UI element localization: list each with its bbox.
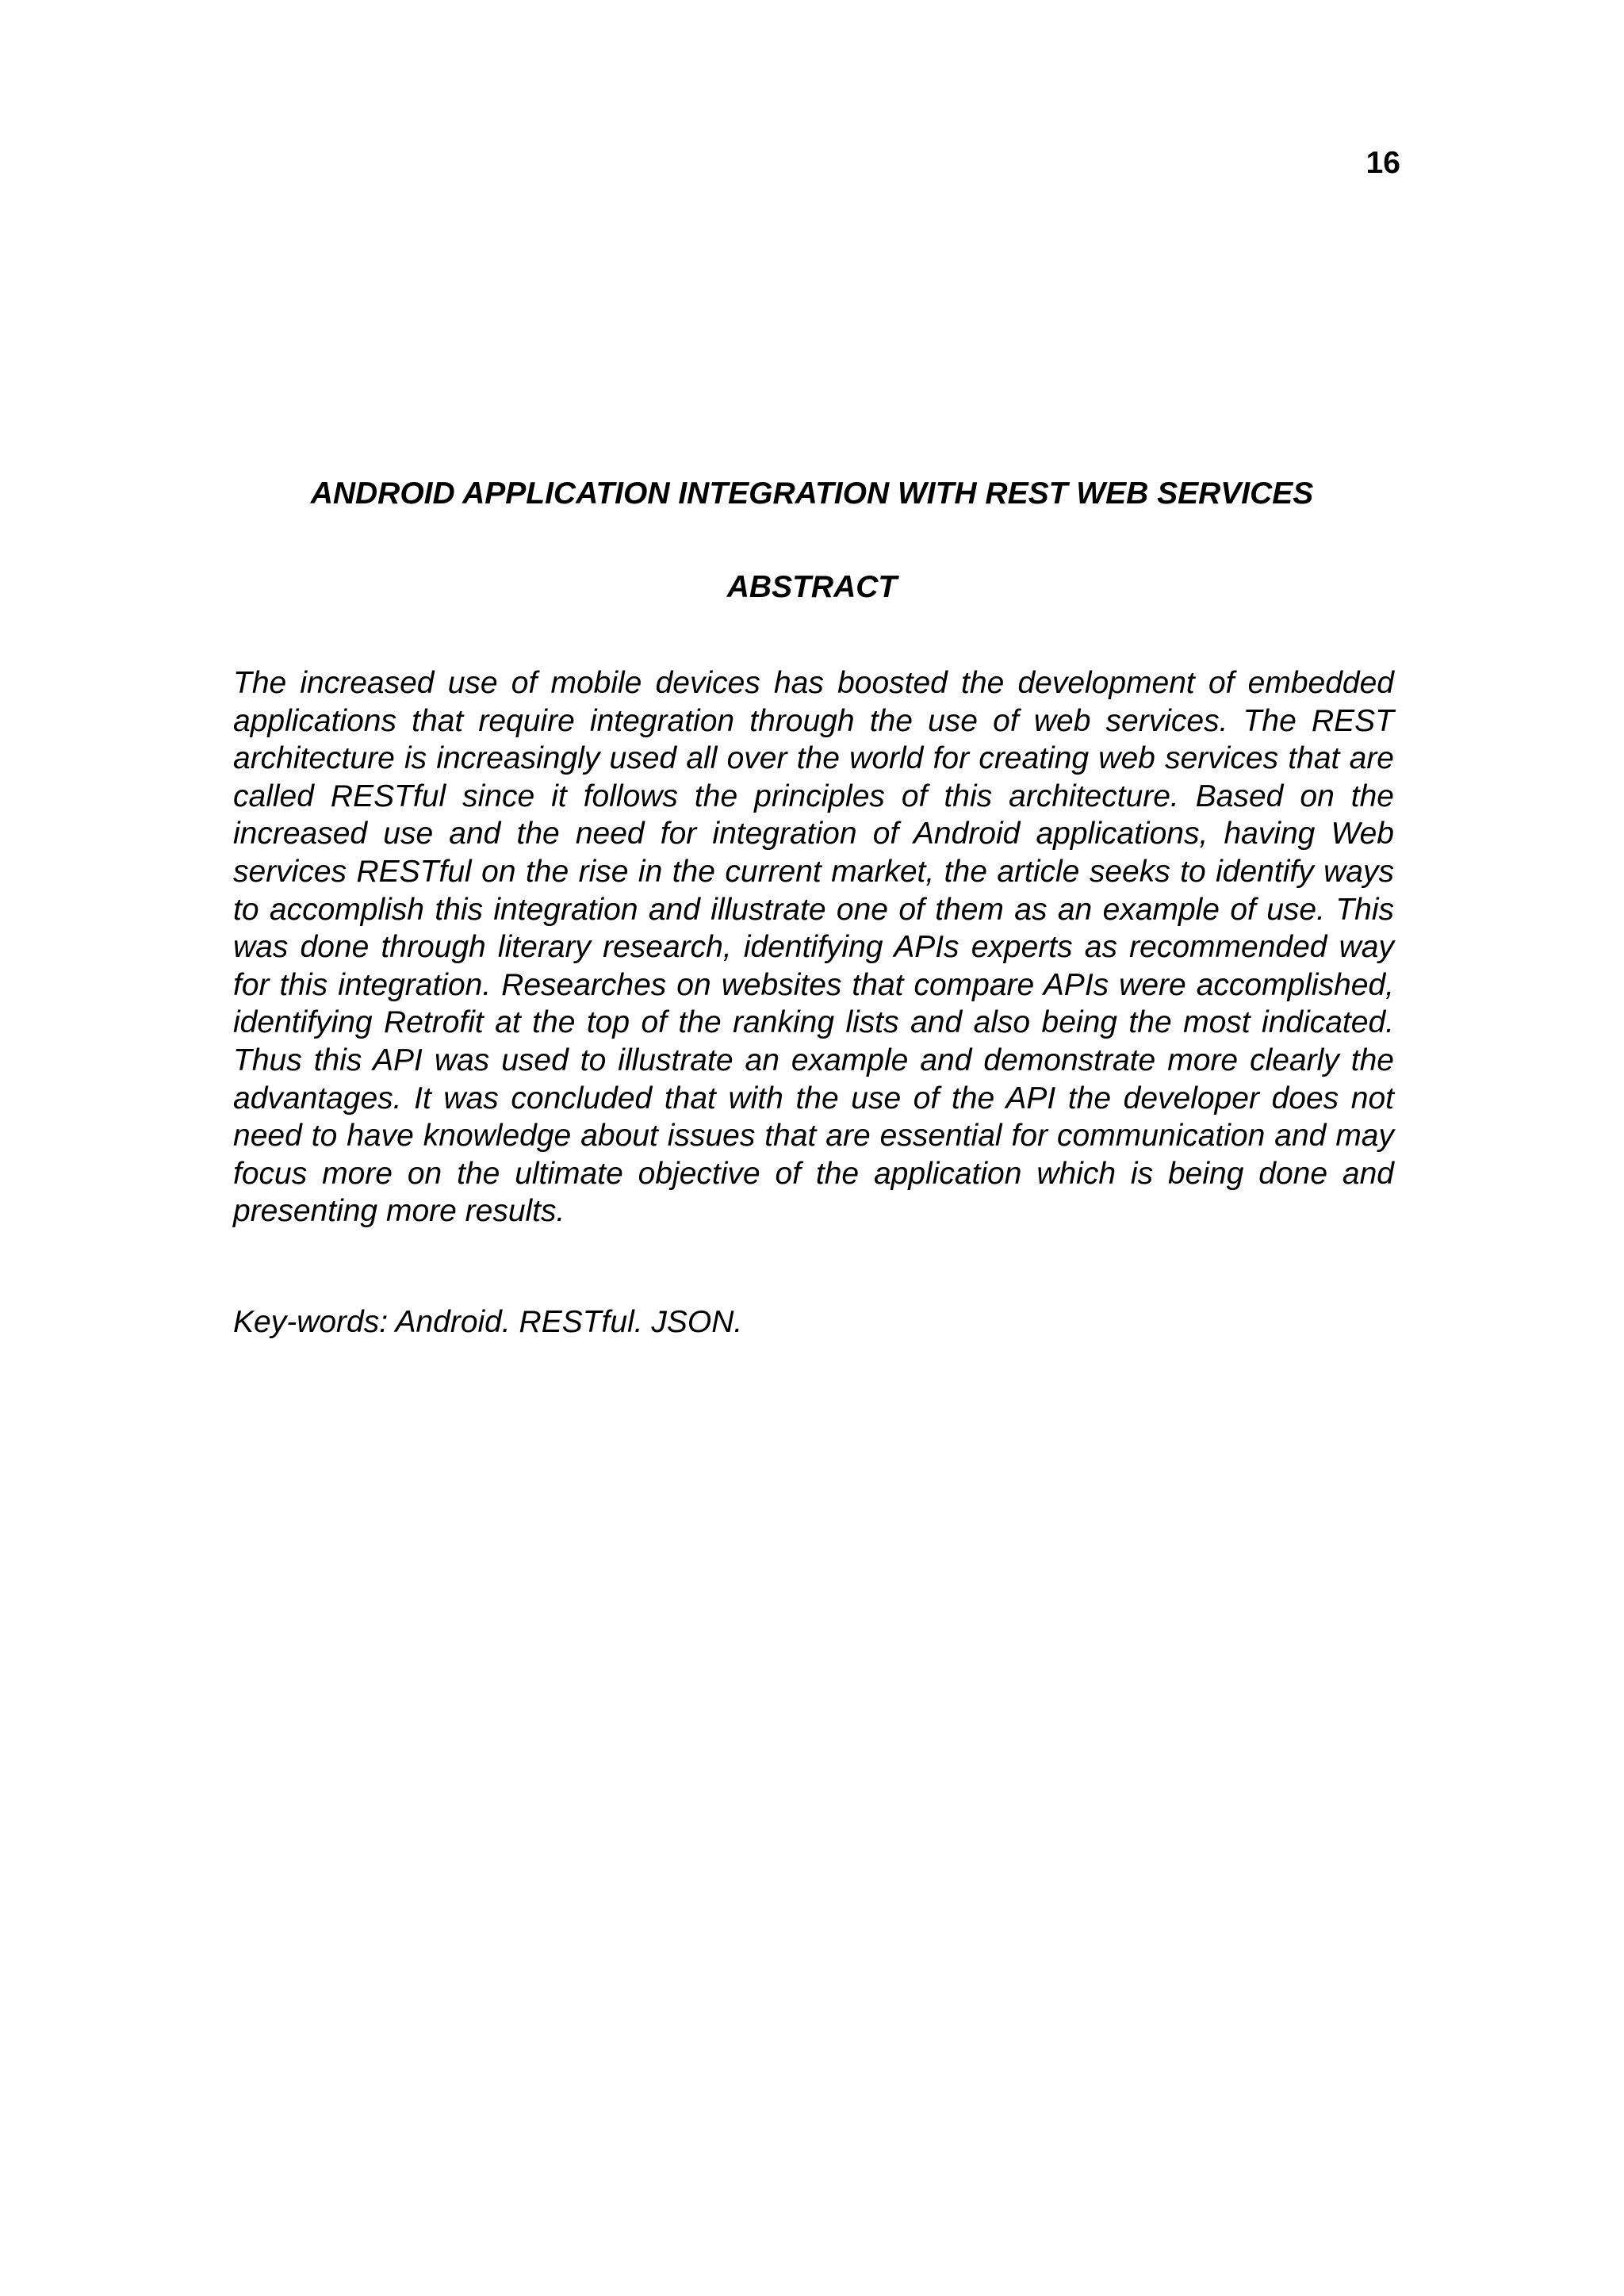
page-number: 16	[1365, 146, 1400, 180]
keywords: Key-words: Android. RESTful. JSON.	[233, 1305, 743, 1339]
document-title: ANDROID APPLICATION INTEGRATION WITH REST WEB SERVICES	[310, 476, 1314, 511]
abstract-body: The increased use of mobile devices has boosted the development of embedded applications that require integration through the use of web services. The REST architecture is increasingly used all over the world for creating web services that are called RESTful since it follows the principles of this architecture. Based on the increased use and the need for integration of Android applications, having Web services RESTful on the rise in the current market, the article seeks to identify ways to accomplish this integration and illustrate one of them as an example of use. This was done through literary research, identifying APIs experts as recommended way for this integration. Researches on websites that compare APIs were accomplished, identifying Retrofit at the top of the ranking lists and also being the most indicated. Thus this API was used to illustrate an example and demonstrate more clearly the advantages. It was concluded that with the use of the API the developer does not need to have knowledge about issues that are essential for communication and may focus more on the ultimate objective of the application which is being done and presenting more results.	[233, 666, 1394, 1229]
abstract-heading: ABSTRACT	[726, 570, 898, 604]
